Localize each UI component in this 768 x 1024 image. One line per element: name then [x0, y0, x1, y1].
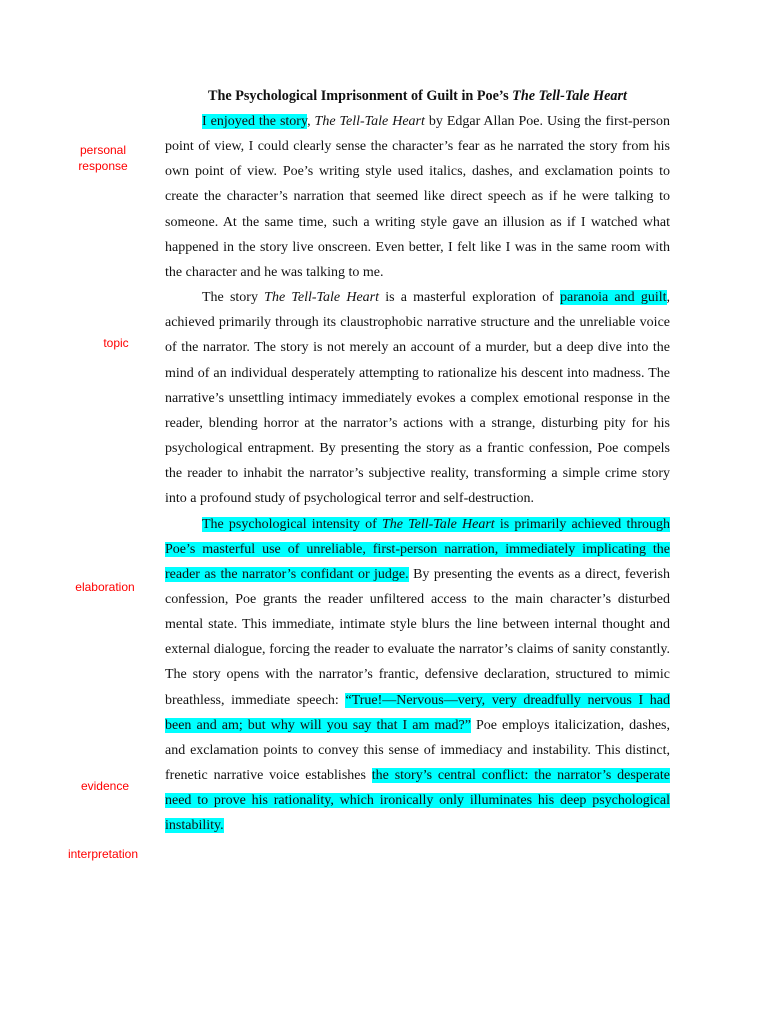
annotation-interpretation: interpretation	[67, 847, 139, 861]
annotation-elaboration: elaboration	[75, 580, 135, 594]
annotation-evidence: evidence	[80, 779, 130, 793]
highlight-topic: paranoia and guilt	[560, 290, 667, 306]
highlight-evidence: “True!—Nervous—very, very dreadfully nervous I had been and am; but why will you say that I am mad?”	[165, 692, 670, 733]
highlight-elaboration-a: The psychological intensity of	[202, 516, 382, 532]
text-span: By presenting the events as a direct, feverish confession, Poe grants the reader unfiltered access to the main character’s disturbed mental state. This immediate, intimate style blurs the line between internal thought and external dialogue, forcing the reader to evaluate the narrator’s claims of sanity constantly. The story opens with the narrator’s frantic, defensive declaration, structured to mimic breathless, immediate speech:	[165, 566, 671, 708]
paragraph-topic	[165, 285, 670, 511]
essay-body	[165, 109, 670, 839]
text-span: Poe employs italicization, dashes, and exclamation points to convey this sense of immediacy and instability. This distinct, frenetic narrative voice establishes	[165, 717, 670, 784]
paragraph-analysis	[165, 512, 670, 839]
paragraph-personal-response	[165, 109, 670, 285]
title-italic-text: The Tell-Tale Heart	[512, 88, 627, 104]
title-text: The Psychological Imprisonment of Guilt in Poe’s	[208, 88, 513, 104]
highlight-elaboration-title: The Tell-Tale Heart	[381, 516, 495, 532]
text-span: ,	[307, 114, 315, 129]
text-span: by Edgar Allan Poe. Using the first-person point of view, I could clearly sense the character’s fear as he narrated the story from his own point of view. Poe’s writing style used italics, dashes, and exclamation points to create the character’s narration that seemed like direct speech as if he were talking to someone. At the same time, such a writing style gave an illusion as if I watched what happened in the story live onscreen. Even better, I felt like I was in the same room with the character and he was talking to me.	[165, 114, 670, 280]
story-title: The Tell-Tale Heart	[264, 290, 379, 306]
text-span: The story	[202, 290, 265, 306]
highlight-interpretation: the story’s central conflict: the narrator’s desperate need to prove his rationality, which ironically only illuminates his deep psychological instability.	[165, 768, 670, 834]
highlight-personal-response: I enjoyed the story	[202, 114, 308, 129]
text-span: is a masterful exploration of	[379, 290, 561, 306]
story-title: The Tell-Tale Heart	[314, 114, 425, 129]
annotation-topic: topic	[103, 336, 129, 350]
text-span: , achieved primarily through its claustrophobic narrative structure and the unreliable voice of the narrator. The story is not merely an account of a murder, but a deep dive into the mind of an individual desperately attempting to rationalize his descent into madness. The narrative’s unsettling intimacy immediately evokes a complex emotional response in the reader, blending horror at the narrator’s actions with a strange, disturbing pity for his psychological entrapment. By presenting the story as a frantic confession, Poe compels the reader to inhabit the narrator’s subjective reality, transforming a simple crime story into a profound study of psychological terror and self-destruction.	[165, 290, 671, 507]
annotation-personal-response	[66, 142, 140, 174]
highlight-elaboration-b: is primarily achieved through Poe’s masterful use of unreliable, first-person narration, immediately implicating the reader as the narrator’s confidant or judge.	[165, 516, 670, 582]
document-title	[165, 86, 670, 106]
annotation-personal-response-line1: personal	[79, 143, 127, 157]
annotation-personal-response-line2: response	[78, 159, 128, 173]
